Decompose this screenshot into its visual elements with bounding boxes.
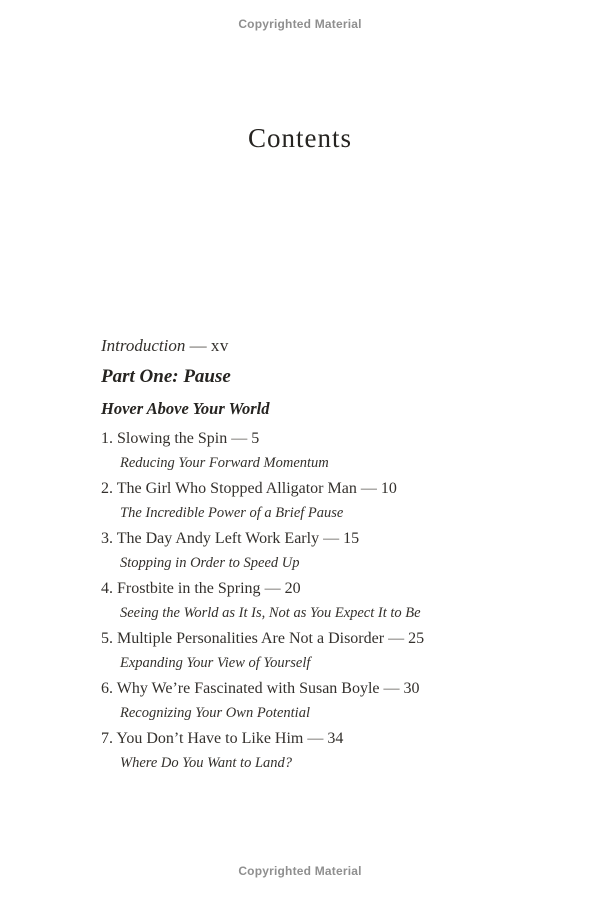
- chapter-page-number: 15: [343, 530, 360, 547]
- chapter-title: Frostbite in the Spring: [117, 580, 261, 597]
- chapter-subtitle: Recognizing Your Own Potential: [120, 705, 310, 721]
- chapter-number: 4.: [101, 580, 113, 597]
- dash-separator: —: [323, 530, 340, 547]
- chapter-subtitle: Where Do You Want to Land?: [120, 755, 293, 771]
- chapter-number: 7.: [101, 730, 113, 747]
- chapter-page-number: 5: [251, 430, 260, 447]
- chapter-page-number: 34: [327, 730, 344, 747]
- chapter-title: You Don’t Have to Like Him: [116, 730, 304, 747]
- dash-separator: —: [264, 580, 281, 597]
- page-title: Contents: [247, 123, 352, 153]
- chapter-line: [101, 676, 571, 701]
- chapter-line: [101, 626, 571, 651]
- chapter-entry: [101, 726, 571, 776]
- chapter-subtitle: Stopping in Order to Speed Up: [120, 555, 300, 571]
- chapter-page-number: 30: [403, 680, 420, 697]
- chapter-line: [101, 526, 571, 551]
- chapter-subtitle: The Incredible Power of a Brief Pause: [120, 505, 344, 521]
- chapter-entry: [101, 576, 571, 626]
- chapter-subtitle: Seeing the World as It Is, Not as You Expect It to Be: [120, 605, 421, 621]
- chapter-page-number: 10: [380, 480, 397, 497]
- chapter-number: 5.: [101, 630, 113, 647]
- chapter-title: Why We’re Fascinated with Susan Boyle: [116, 680, 380, 697]
- chapter-list: [101, 426, 571, 776]
- chapter-number: 2.: [101, 480, 113, 497]
- chapter-subtitle: Expanding Your View of Yourself: [120, 655, 311, 671]
- dash-separator: —: [383, 680, 400, 697]
- chapter-entry: [101, 526, 571, 576]
- chapter-page-number: 25: [408, 630, 425, 647]
- chapter-title: Multiple Personalities Are Not a Disorder: [117, 630, 385, 647]
- chapter-number: 6.: [101, 680, 113, 697]
- chapter-title: Slowing the Spin: [117, 430, 228, 447]
- intro-label: Introduction: [101, 336, 186, 355]
- chapter-number: 1.: [101, 430, 113, 447]
- dash-separator: —: [231, 430, 248, 447]
- chapter-entry: [101, 426, 571, 476]
- toc-intro-entry: [101, 333, 571, 358]
- dash-separator: —: [388, 630, 405, 647]
- copyright-banner-bottom: Copyrighted Material: [238, 864, 362, 878]
- chapter-title: The Day Andy Left Work Early: [116, 530, 320, 547]
- part-title: Part One: Pause: [101, 366, 231, 387]
- chapter-entry: [101, 626, 571, 676]
- table-of-contents: [101, 333, 571, 776]
- dash-separator: —: [307, 730, 324, 747]
- chapter-line: [101, 726, 571, 751]
- chapter-page-number: 20: [284, 580, 301, 597]
- copyright-banner-top: Copyrighted Material: [238, 17, 362, 31]
- chapter-entry: [101, 476, 571, 526]
- chapter-entry: [101, 676, 571, 726]
- chapter-number: 3.: [101, 530, 113, 547]
- chapter-line: [101, 426, 571, 451]
- chapter-line: [101, 576, 571, 601]
- chapter-title: The Girl Who Stopped Alligator Man: [116, 480, 357, 497]
- dash-separator: —: [189, 336, 207, 355]
- chapter-line: [101, 476, 571, 501]
- intro-page-number: xv: [210, 336, 229, 355]
- chapter-subtitle: Reducing Your Forward Momentum: [120, 455, 329, 471]
- dash-separator: —: [360, 480, 377, 497]
- part-subtitle: Hover Above Your World: [101, 399, 270, 418]
